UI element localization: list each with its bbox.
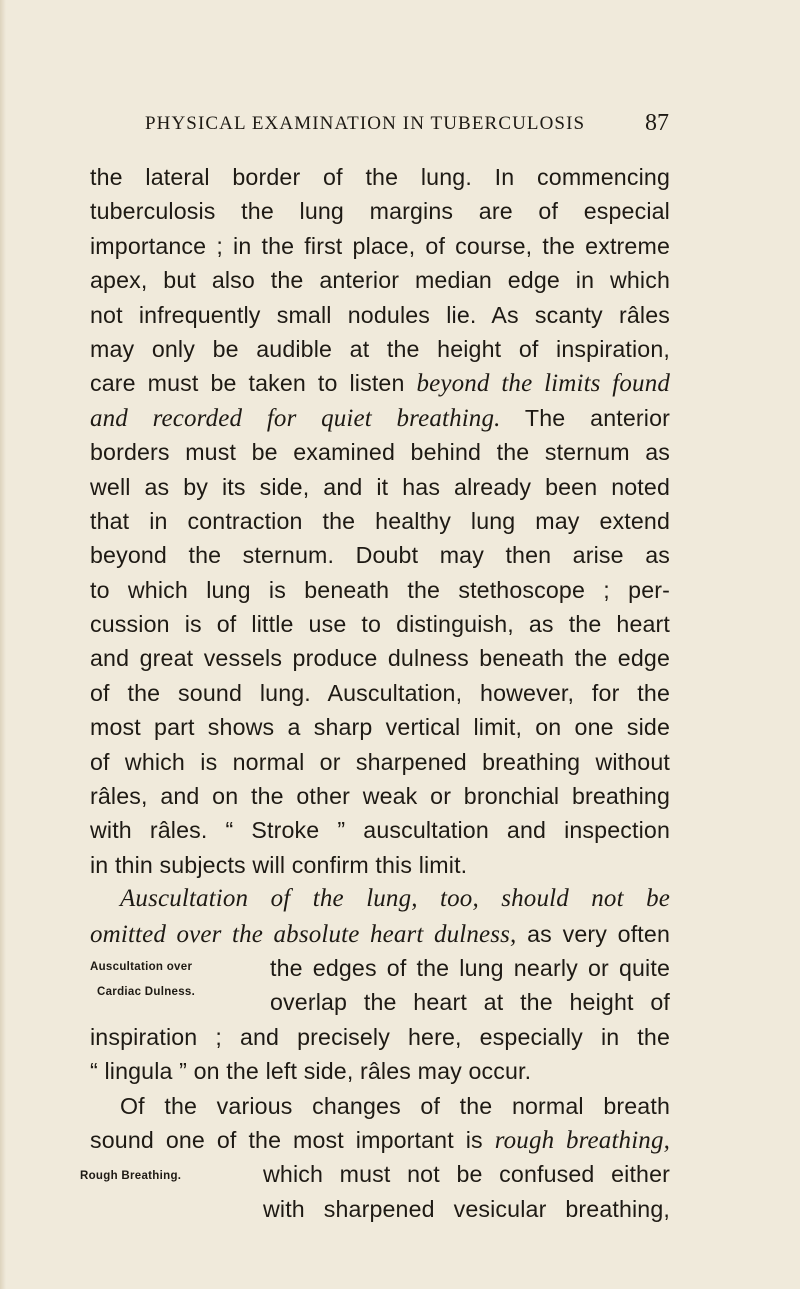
text-line: in thin subjects will confirm this limit. — [90, 851, 468, 878]
italic-phrase: rough breathing, — [494, 1126, 670, 1154]
text-line: of which is normal or sharpened breathing without — [90, 748, 670, 775]
text-line: may only be audible at the height of inspiration, — [90, 335, 670, 362]
text-line: beyond the sternum. Doubt may then arise as — [90, 542, 670, 569]
text-line: overlap the heart at the height of — [270, 989, 670, 1016]
italic-phrase: and recorded for quiet breathing. — [90, 404, 501, 432]
text-line: “ lingula ” on the left side, râles may occur. — [90, 1058, 532, 1085]
text-line — [90, 401, 670, 435]
text-line: the edges of the lung nearly or quite — [270, 954, 670, 981]
text-span: sound one of the most important is — [90, 1126, 495, 1153]
running-title: PHYSICAL EXAMINATION IN TUBERCULOSIS — [145, 113, 586, 134]
text-span: The anterior — [500, 404, 670, 431]
text-line: the lateral border of the lung. In commencing — [90, 164, 670, 190]
text-span: as very often — [516, 920, 670, 947]
page-number: 87 — [645, 110, 669, 136]
text-line: tuberculosis the lung margins are of especial — [90, 198, 670, 225]
text-line: most part shows a sharp vertical limit, on one side — [90, 714, 670, 741]
text-line: apex, but also the anterior median edge in which — [90, 267, 670, 294]
body-text — [90, 160, 670, 1226]
text-line: to which lung is beneath the stethoscope ; per- — [90, 576, 670, 603]
text-line — [90, 366, 670, 400]
text-line: râles, and on the other weak or bronchial breathing — [90, 783, 670, 810]
text-line: borders must be examined behind the sternum as — [90, 439, 670, 466]
margin-note-rough-breathing: Rough Breathing. — [80, 1170, 182, 1182]
text-line: that in contraction the healthy lung may extend — [90, 507, 670, 534]
text-line: inspiration ; and precisely here, especially in the — [90, 1023, 670, 1050]
text-span: care must be taken to listen — [90, 370, 417, 397]
margin-note-cardiac-dulness: Cardiac Dulness. — [97, 986, 196, 998]
text-line: Of the various changes of the normal breath — [120, 1092, 670, 1119]
text-line: and great vessels produce dulness beneath the edge — [90, 645, 670, 672]
italic-phrase: beyond the limits found — [416, 370, 670, 398]
text-line: Auscultation of the lung, too, should not be — [120, 885, 670, 913]
text-line — [90, 1123, 670, 1157]
text-line — [90, 917, 670, 951]
text-line: cussion is of little use to distinguish, as the heart — [90, 611, 670, 638]
text-line: with sharpened vesicular breathing, — [263, 1195, 670, 1222]
page-edge — [0, 0, 6, 1289]
text-line: not infrequently small nodules lie. As scanty râles — [90, 301, 670, 328]
text-line: importance ; in the first place, of course, the extreme — [90, 232, 670, 259]
text-line: with râles. “ Stroke ” auscultation and inspection — [90, 817, 670, 844]
text-line: well as by its side, and it has already been noted — [90, 473, 670, 500]
margin-note-auscultation: Auscultation over — [90, 961, 193, 973]
text-line: which must not be confused either — [263, 1161, 670, 1188]
italic-phrase: omitted over the absolute heart dulness, — [90, 920, 517, 948]
text-line: of the sound lung. Auscultation, however, for the — [90, 679, 670, 706]
